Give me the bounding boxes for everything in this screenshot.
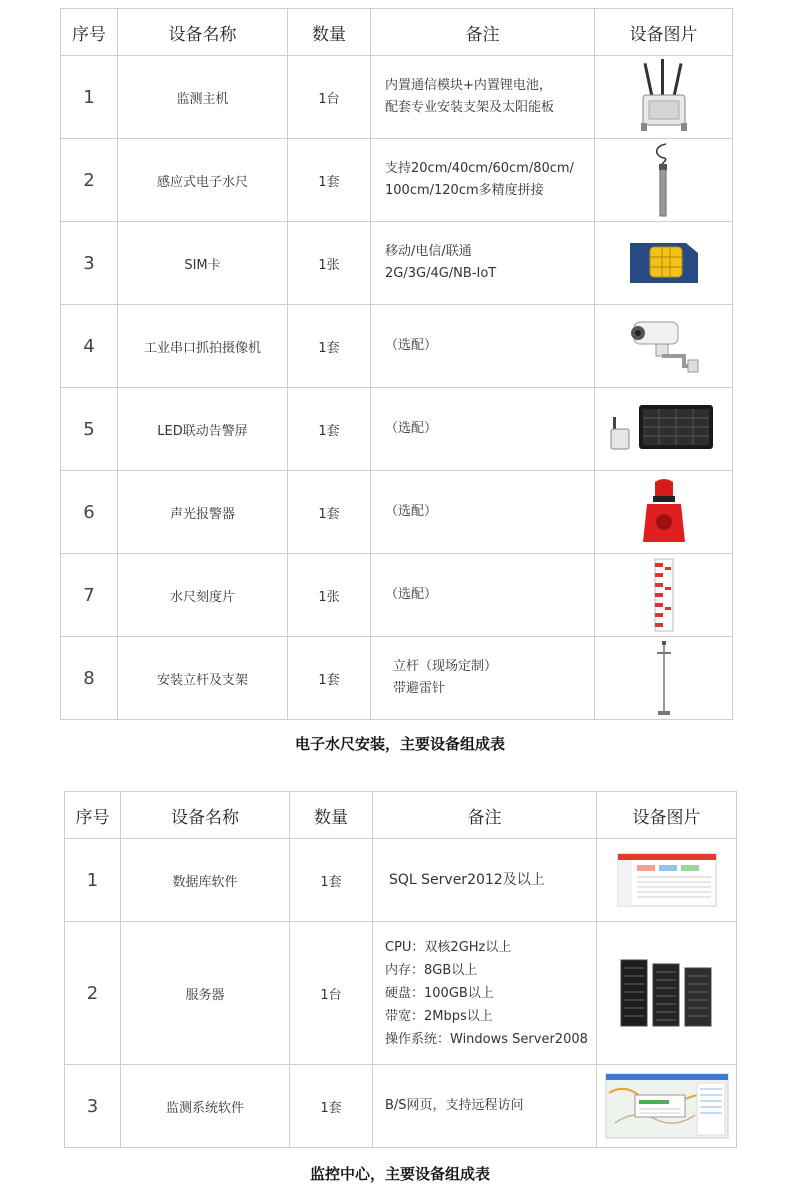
table-row: [61, 388, 733, 471]
row-index: 2: [61, 139, 118, 222]
row-quantity: 1套: [288, 471, 371, 554]
row-quantity: 1台: [290, 922, 373, 1065]
header-qty: 数量: [288, 9, 371, 56]
row-note: [371, 637, 595, 720]
table-row: [61, 554, 733, 637]
table-header-row: [61, 9, 733, 56]
row-note: [371, 56, 595, 139]
gauge-scale-icon: [649, 557, 679, 633]
table2-caption: 监控中心，主要设备组成表: [309, 1165, 490, 1183]
row-image: [595, 637, 733, 720]
note-line: 配套专业安装支架及太阳能板: [385, 100, 555, 115]
server-rack-icon: [619, 956, 715, 1030]
note-line: 操作系统：Windows Server2008: [385, 1031, 588, 1047]
row-index: 4: [61, 305, 118, 388]
row-image: [597, 839, 737, 922]
header-index: 序号: [65, 792, 121, 839]
header-qty: 数量: [290, 792, 373, 839]
table-row: [65, 922, 737, 1065]
note-line: （选配）: [385, 587, 438, 602]
row-quantity: 1套: [288, 637, 371, 720]
row-image: [595, 222, 733, 305]
note-line: 支持20cm/40cm/60cm/80cm/: [385, 161, 574, 176]
row-device-name: 数据库软件: [121, 839, 290, 922]
table-row: [65, 839, 737, 922]
header-index: 序号: [61, 9, 118, 56]
row-note: [371, 554, 595, 637]
row-note: [371, 471, 595, 554]
led-screen-icon: [609, 401, 719, 457]
header-note: 备注: [373, 792, 597, 839]
row-device-name: 服务器: [121, 922, 290, 1065]
header-name: 设备名称: [118, 9, 288, 56]
row-image: [595, 388, 733, 471]
row-index: 6: [61, 471, 118, 554]
row-quantity: 1套: [288, 388, 371, 471]
row-quantity: 1套: [288, 139, 371, 222]
note-line: SQL Server2012及以上: [389, 872, 545, 888]
note-line: （选配）: [385, 421, 438, 436]
row-index: 1: [61, 56, 118, 139]
row-device-name: 安装立杆及支架: [118, 637, 288, 720]
row-image: [595, 471, 733, 554]
note-line: （选配）: [385, 504, 438, 519]
row-image: [597, 922, 737, 1065]
camera-icon: [626, 316, 702, 376]
note-line: （选配）: [385, 338, 438, 353]
row-note: [371, 388, 595, 471]
row-image: [597, 1065, 737, 1148]
row-device-name: 声光报警器: [118, 471, 288, 554]
table-header-row: [65, 792, 737, 839]
note-line: 内置通信模块+内置锂电池，: [385, 78, 552, 93]
note-line: 100cm/120cm多精度拼接: [385, 183, 544, 198]
note-line: 带宽：2Mbps以上: [385, 1008, 493, 1024]
header-image: 设备图片: [595, 9, 733, 56]
table-row: [65, 1065, 737, 1148]
row-index: 2: [65, 922, 121, 1065]
row-image: [595, 554, 733, 637]
equipment-table-2: [64, 791, 737, 1148]
row-index: 8: [61, 637, 118, 720]
note-line: 移动/电信/联通: [385, 244, 472, 259]
note-line: B/S网页，支持远程访问: [385, 1098, 524, 1113]
row-index: 5: [61, 388, 118, 471]
row-device-name: LED联动告警屏: [118, 388, 288, 471]
row-index: 3: [65, 1065, 121, 1148]
row-device-name: 工业串口抓拍摄像机: [118, 305, 288, 388]
database-software-screenshot-icon: [617, 853, 717, 907]
table-row: [61, 637, 733, 720]
row-image: [595, 139, 733, 222]
row-note: [373, 1065, 597, 1148]
row-index: 3: [61, 222, 118, 305]
table-row: [61, 139, 733, 222]
header-name: 设备名称: [121, 792, 290, 839]
row-image: [595, 56, 733, 139]
header-image: 设备图片: [597, 792, 737, 839]
table1-caption: 电子水尺安装，主要设备组成表: [294, 735, 505, 753]
row-device-name: 水尺刻度片: [118, 554, 288, 637]
row-quantity: 1套: [290, 1065, 373, 1148]
install-pole-icon: [649, 639, 679, 717]
note-line: 带避雷针: [393, 681, 446, 696]
note-line: 内存：8GB以上: [385, 962, 478, 978]
water-gauge-sensor-icon: [644, 142, 684, 218]
row-device-name: 监测系统软件: [121, 1065, 290, 1148]
row-device-name: SIM卡: [118, 222, 288, 305]
row-note: [371, 139, 595, 222]
row-note: [371, 305, 595, 388]
note-line: CPU：双核2GHz以上: [385, 939, 512, 955]
monitoring-software-screenshot-icon: [605, 1073, 729, 1139]
note-line: 2G/3G/4G/NB-IoT: [385, 266, 497, 281]
header-note: 备注: [371, 9, 595, 56]
row-quantity: 1台: [288, 56, 371, 139]
sim-card-icon: [626, 239, 702, 287]
row-device-name: 监测主机: [118, 56, 288, 139]
row-device-name: 感应式电子水尺: [118, 139, 288, 222]
row-quantity: 1套: [290, 839, 373, 922]
row-note: [371, 222, 595, 305]
row-index: 1: [65, 839, 121, 922]
note-line: 立杆（现场定制）: [393, 659, 498, 674]
table-row: [61, 305, 733, 388]
table-row: [61, 56, 733, 139]
row-note: [373, 922, 597, 1065]
row-quantity: 1张: [288, 554, 371, 637]
row-quantity: 1张: [288, 222, 371, 305]
alarm-siren-icon: [639, 478, 689, 546]
note-line: 硬盘：100GB以上: [385, 985, 494, 1001]
equipment-table-1: [60, 8, 733, 720]
table-row: [61, 222, 733, 305]
row-image: [595, 305, 733, 388]
monitor-host-icon: [629, 59, 699, 135]
row-note: [373, 839, 597, 922]
row-quantity: 1套: [288, 305, 371, 388]
table-row: [61, 471, 733, 554]
row-index: 7: [61, 554, 118, 637]
